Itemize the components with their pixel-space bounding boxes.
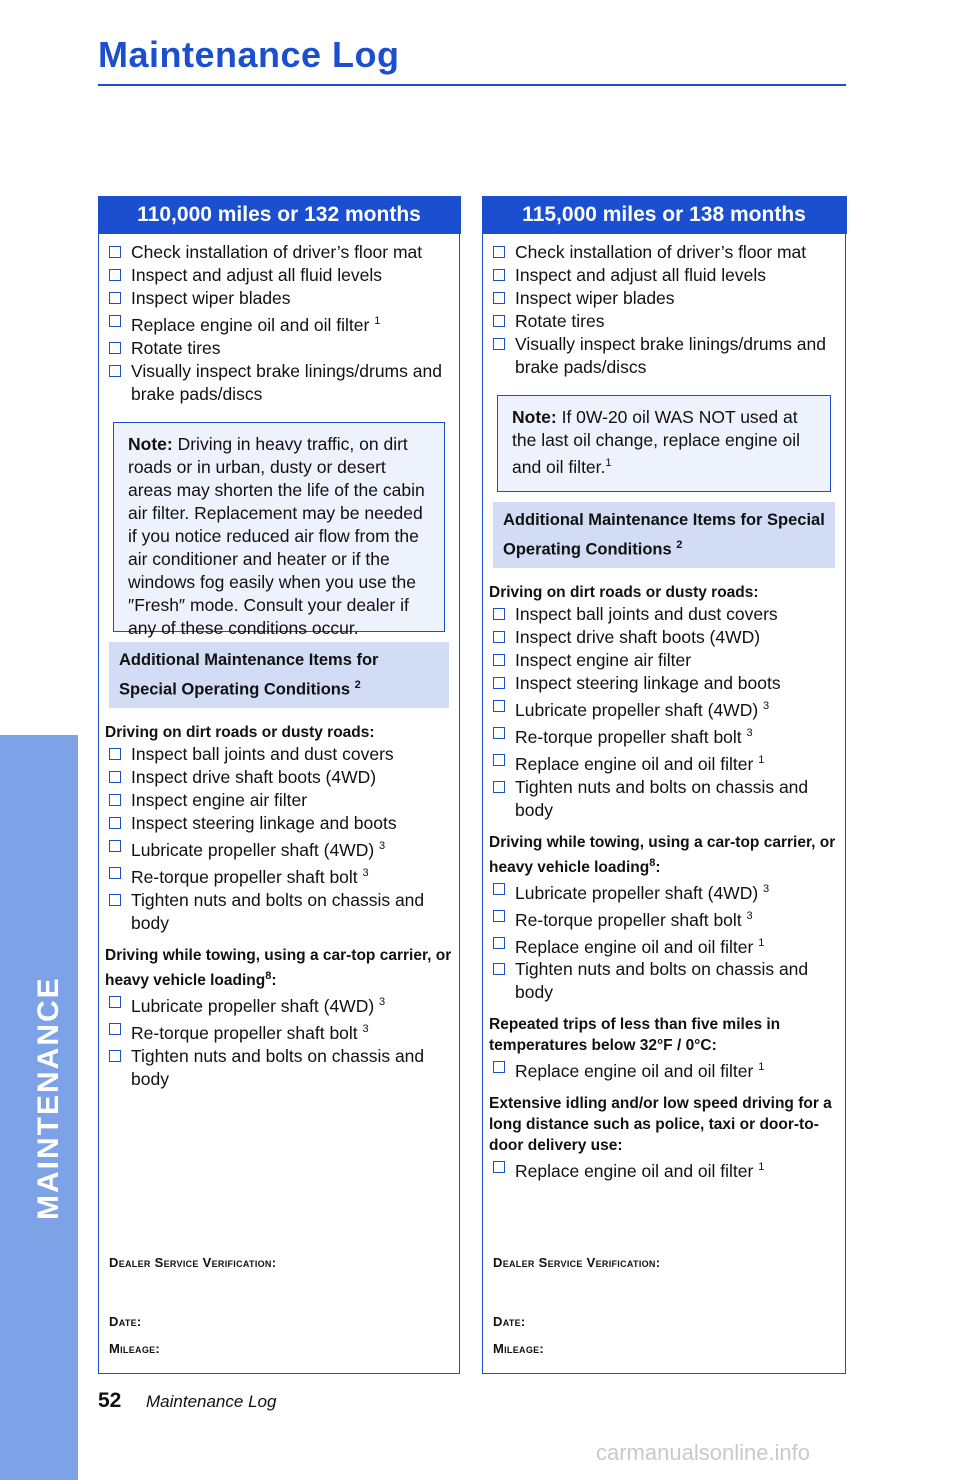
date-label: Date: xyxy=(109,1314,142,1329)
checklist-item xyxy=(105,360,453,406)
condition-heading: Driving while towing, using a car-top carrier, or heavy vehicle loading$^8$: xyxy=(105,946,452,990)
checklist-item xyxy=(105,812,453,835)
item-text: Inspect wiper blades xyxy=(515,288,675,308)
sections xyxy=(105,722,453,1090)
checklist-item xyxy=(105,1018,453,1045)
item-text: Re-torque propeller shaft bolt xyxy=(131,866,358,887)
checklist-item xyxy=(489,287,839,310)
additional-title: Additional Maintenance Items for Special Operating Conditions xyxy=(119,650,379,699)
checklist-item xyxy=(489,905,839,932)
panel-header: 110,000 miles or 132 months xyxy=(98,196,461,234)
checklist-item xyxy=(489,722,839,749)
checklist-item xyxy=(489,310,839,333)
checklist-item xyxy=(489,1156,839,1183)
footnote-ref: 1 xyxy=(758,753,765,766)
footnote-ref: 3 xyxy=(746,727,753,740)
condition-checklist xyxy=(489,603,839,821)
checkbox-icon[interactable] xyxy=(109,315,121,327)
checkbox-icon[interactable] xyxy=(109,996,121,1008)
checklist-item xyxy=(105,889,453,935)
additional-title: Additional Maintenance Items for Special Operating Conditions xyxy=(503,510,825,559)
item-text: Inspect engine air filter xyxy=(131,790,308,811)
checkbox-icon[interactable] xyxy=(493,631,505,643)
item-text: Tighten nuts and bolts on chassis and body xyxy=(515,959,809,1003)
sections xyxy=(489,582,839,1183)
item-text: Visually inspect brake linings/drums and brake pads/discs xyxy=(131,360,442,404)
checkbox-icon[interactable] xyxy=(109,748,121,760)
mileage-label: Mileage: xyxy=(109,1341,161,1356)
checklist-item xyxy=(105,743,453,766)
checklist xyxy=(105,241,453,406)
condition-heading: Repeated trips of less than five miles in temperatures below 32°F / 0°C: xyxy=(489,1016,781,1055)
item-text: Inspect ball joints and dust covers xyxy=(131,744,394,765)
condition-checklist xyxy=(489,1156,839,1183)
dealer-verification-label: Dealer Service Verification: xyxy=(109,1255,277,1270)
checkbox-icon[interactable] xyxy=(109,365,121,377)
checklist-item xyxy=(105,241,453,264)
checklist-item xyxy=(105,991,453,1018)
checklist-item xyxy=(489,958,839,1004)
interval-panel-115k xyxy=(482,196,846,1374)
panel-header: 115,000 miles or 138 months xyxy=(482,196,847,234)
note-text: Driving in heavy traffic, on dirt roads or in urban, dusty or desert areas may shorten the life of the cabin air filter. Replacement may be needed if you notice reduced air flow from the air conditioner and heater or if the windows fog easily when you use the ″Fresh″ mode. Consult your dealer if any of these conditions occur. xyxy=(128,433,425,638)
checklist-item xyxy=(489,1056,839,1083)
additional-items-heading xyxy=(109,642,449,709)
item-text: Re-torque propeller shaft bolt xyxy=(131,1022,358,1043)
item-text: Check installation of driver’s floor mat xyxy=(515,242,807,262)
checklist-item xyxy=(489,695,839,722)
date-label: Date: xyxy=(493,1314,526,1329)
checklist-item xyxy=(489,626,839,649)
checkbox-icon[interactable] xyxy=(493,269,505,281)
checkbox-icon[interactable] xyxy=(493,608,505,620)
checkbox-icon[interactable] xyxy=(109,840,121,852)
checkbox-icon[interactable] xyxy=(493,883,505,895)
footnote-ref: 1 xyxy=(758,1061,765,1074)
checkbox-icon[interactable] xyxy=(493,963,505,975)
footnote-ref: 3 xyxy=(379,840,386,853)
item-text: Inspect ball joints and dust covers xyxy=(515,604,778,625)
page-number: 52 xyxy=(98,1389,122,1412)
checkbox-icon[interactable] xyxy=(493,727,505,739)
footnote-ref: 1 xyxy=(374,315,381,327)
side-tab-label: MAINTENANCE xyxy=(32,976,65,1220)
item-text: Replace engine oil and oil filter xyxy=(515,1061,754,1082)
checklist-item xyxy=(489,649,839,672)
footnote-ref: 3 xyxy=(763,700,770,713)
condition-checklist xyxy=(489,878,839,1004)
panel-body xyxy=(99,241,459,1373)
footnote-ref: 3 xyxy=(379,996,386,1009)
checkbox-icon[interactable] xyxy=(493,754,505,766)
checkbox-icon[interactable] xyxy=(493,1061,505,1073)
checkbox-icon[interactable] xyxy=(493,338,505,350)
item-text: Lubricate propeller shaft (4WD) xyxy=(131,840,375,861)
checkbox-icon[interactable] xyxy=(109,269,121,281)
item-text: Lubricate propeller shaft (4WD) xyxy=(515,700,759,721)
item-text: Tighten nuts and bolts on chassis and body xyxy=(131,889,425,933)
checkbox-icon[interactable] xyxy=(109,246,121,258)
checkbox-icon[interactable] xyxy=(493,315,505,327)
item-text: Inspect drive shaft boots (4WD) xyxy=(515,627,761,648)
condition-heading: Driving on dirt roads or dusty roads: xyxy=(105,724,375,742)
condition-checklist xyxy=(105,743,453,935)
checklist-item xyxy=(489,776,839,822)
item-text: Inspect engine air filter xyxy=(515,650,692,671)
section-side-tab xyxy=(0,735,78,1480)
footer-label: Maintenance Log xyxy=(146,1392,277,1411)
note-sup: 1 xyxy=(605,457,612,469)
checklist-item xyxy=(489,264,839,287)
condition-checklist xyxy=(105,991,453,1091)
checkbox-icon[interactable] xyxy=(493,677,505,689)
footnote-ref: 8 xyxy=(649,856,656,869)
checkbox-icon[interactable] xyxy=(493,781,505,793)
note-label: Note: xyxy=(512,407,557,427)
item-text: Check installation of driver’s floor mat xyxy=(131,242,423,262)
checklist-item xyxy=(105,337,453,360)
item-text: Replace engine oil and oil filter xyxy=(515,1161,754,1182)
checkbox-icon[interactable] xyxy=(109,1023,121,1035)
checkbox-icon[interactable] xyxy=(109,292,121,304)
checklist-item xyxy=(105,789,453,812)
item-text: Inspect and adjust all fluid levels xyxy=(131,265,382,285)
checklist-item xyxy=(489,672,839,695)
checkbox-icon[interactable] xyxy=(109,817,121,829)
item-text: Replace engine oil and oil filter xyxy=(131,314,370,335)
checkbox-icon[interactable] xyxy=(109,1050,121,1062)
checklist-item xyxy=(489,932,839,959)
item-text: Tighten nuts and bolts on chassis and body xyxy=(515,776,809,820)
checkbox-icon[interactable] xyxy=(109,342,121,354)
checklist-item xyxy=(105,264,453,287)
item-text: Inspect and adjust all fluid levels xyxy=(515,265,766,285)
checkbox-icon[interactable] xyxy=(493,910,505,922)
checklist-item xyxy=(105,835,453,862)
item-text: Re-torque propeller shaft bolt xyxy=(515,909,742,930)
additional-sup: 2 xyxy=(354,678,361,691)
dealer-verification-label: Dealer Service Verification: xyxy=(493,1255,661,1270)
checklist-item xyxy=(489,878,839,905)
note-box xyxy=(113,422,445,638)
panel-body xyxy=(483,241,845,1373)
checkbox-icon[interactable] xyxy=(109,867,121,879)
note-box xyxy=(497,395,831,492)
watermark: carmanualsonline.info xyxy=(596,1440,811,1465)
footnote-ref: 1 xyxy=(758,936,765,949)
checklist-item xyxy=(105,766,453,789)
condition-checklist xyxy=(489,1056,839,1083)
interval-panel-110k xyxy=(98,196,460,1374)
checklist-item xyxy=(489,333,839,379)
note-label: Note: xyxy=(128,433,173,454)
footnote-ref: 3 xyxy=(763,882,770,895)
checklist-item xyxy=(105,1045,453,1091)
item-text: Rotate tires xyxy=(515,311,605,331)
checkbox-icon[interactable] xyxy=(493,292,505,304)
footnote-ref: 3 xyxy=(362,1022,369,1035)
item-text: Inspect steering linkage and boots xyxy=(515,673,781,694)
checkbox-icon[interactable] xyxy=(109,794,121,806)
checkbox-icon[interactable] xyxy=(493,246,505,258)
checkbox-icon[interactable] xyxy=(493,1161,505,1173)
page-title: Maintenance Log xyxy=(98,34,400,75)
note-text: If 0W-20 oil WAS NOT used at the last oil change, replace engine oil and oil filter. xyxy=(512,407,800,477)
additional-items-heading xyxy=(493,502,835,569)
item-text: Replace engine oil and oil filter xyxy=(515,936,754,957)
checklist xyxy=(489,241,839,379)
item-text: Inspect steering linkage and boots xyxy=(131,813,397,834)
item-text: Inspect wiper blades xyxy=(131,288,291,308)
item-text: Replace engine oil and oil filter xyxy=(515,753,754,774)
checklist-item xyxy=(105,862,453,889)
additional-sup: 2 xyxy=(676,538,683,551)
condition-heading: Driving on dirt roads or dusty roads: xyxy=(489,584,759,602)
title-rule xyxy=(98,84,846,86)
checkbox-icon[interactable] xyxy=(493,654,505,666)
item-text: Inspect drive shaft boots (4WD) xyxy=(131,767,377,788)
item-text: Lubricate propeller shaft (4WD) xyxy=(515,882,759,903)
footnote-ref: 1 xyxy=(758,1161,765,1174)
checklist-item xyxy=(105,310,453,337)
item-text: Visually inspect brake linings/drums and brake pads/discs xyxy=(515,334,826,377)
checklist-item xyxy=(489,603,839,626)
footnote-ref: 3 xyxy=(746,909,753,922)
item-text: Re-torque propeller shaft bolt xyxy=(515,726,742,747)
condition-heading: Extensive idling and/or low speed driving for a long distance such as police, taxi or door-to-door delivery use: xyxy=(489,1095,832,1155)
checklist-item xyxy=(489,749,839,776)
checkbox-icon[interactable] xyxy=(109,894,121,906)
condition-heading: Driving while towing, using a car-top carrier, or heavy vehicle loading$^8$: xyxy=(489,833,836,876)
item-text: Lubricate propeller shaft (4WD) xyxy=(131,995,375,1016)
footnote-ref: 8 xyxy=(265,969,272,982)
mileage-label: Mileage: xyxy=(493,1341,545,1356)
item-text: Rotate tires xyxy=(131,337,221,358)
checkbox-icon[interactable] xyxy=(493,700,505,712)
checkbox-icon[interactable] xyxy=(109,771,121,783)
checklist-item xyxy=(489,241,839,264)
footnote-ref: 3 xyxy=(362,867,369,880)
item-text: Tighten nuts and bolts on chassis and body xyxy=(131,1045,425,1089)
checkbox-icon[interactable] xyxy=(493,937,505,949)
checklist-item xyxy=(105,287,453,310)
